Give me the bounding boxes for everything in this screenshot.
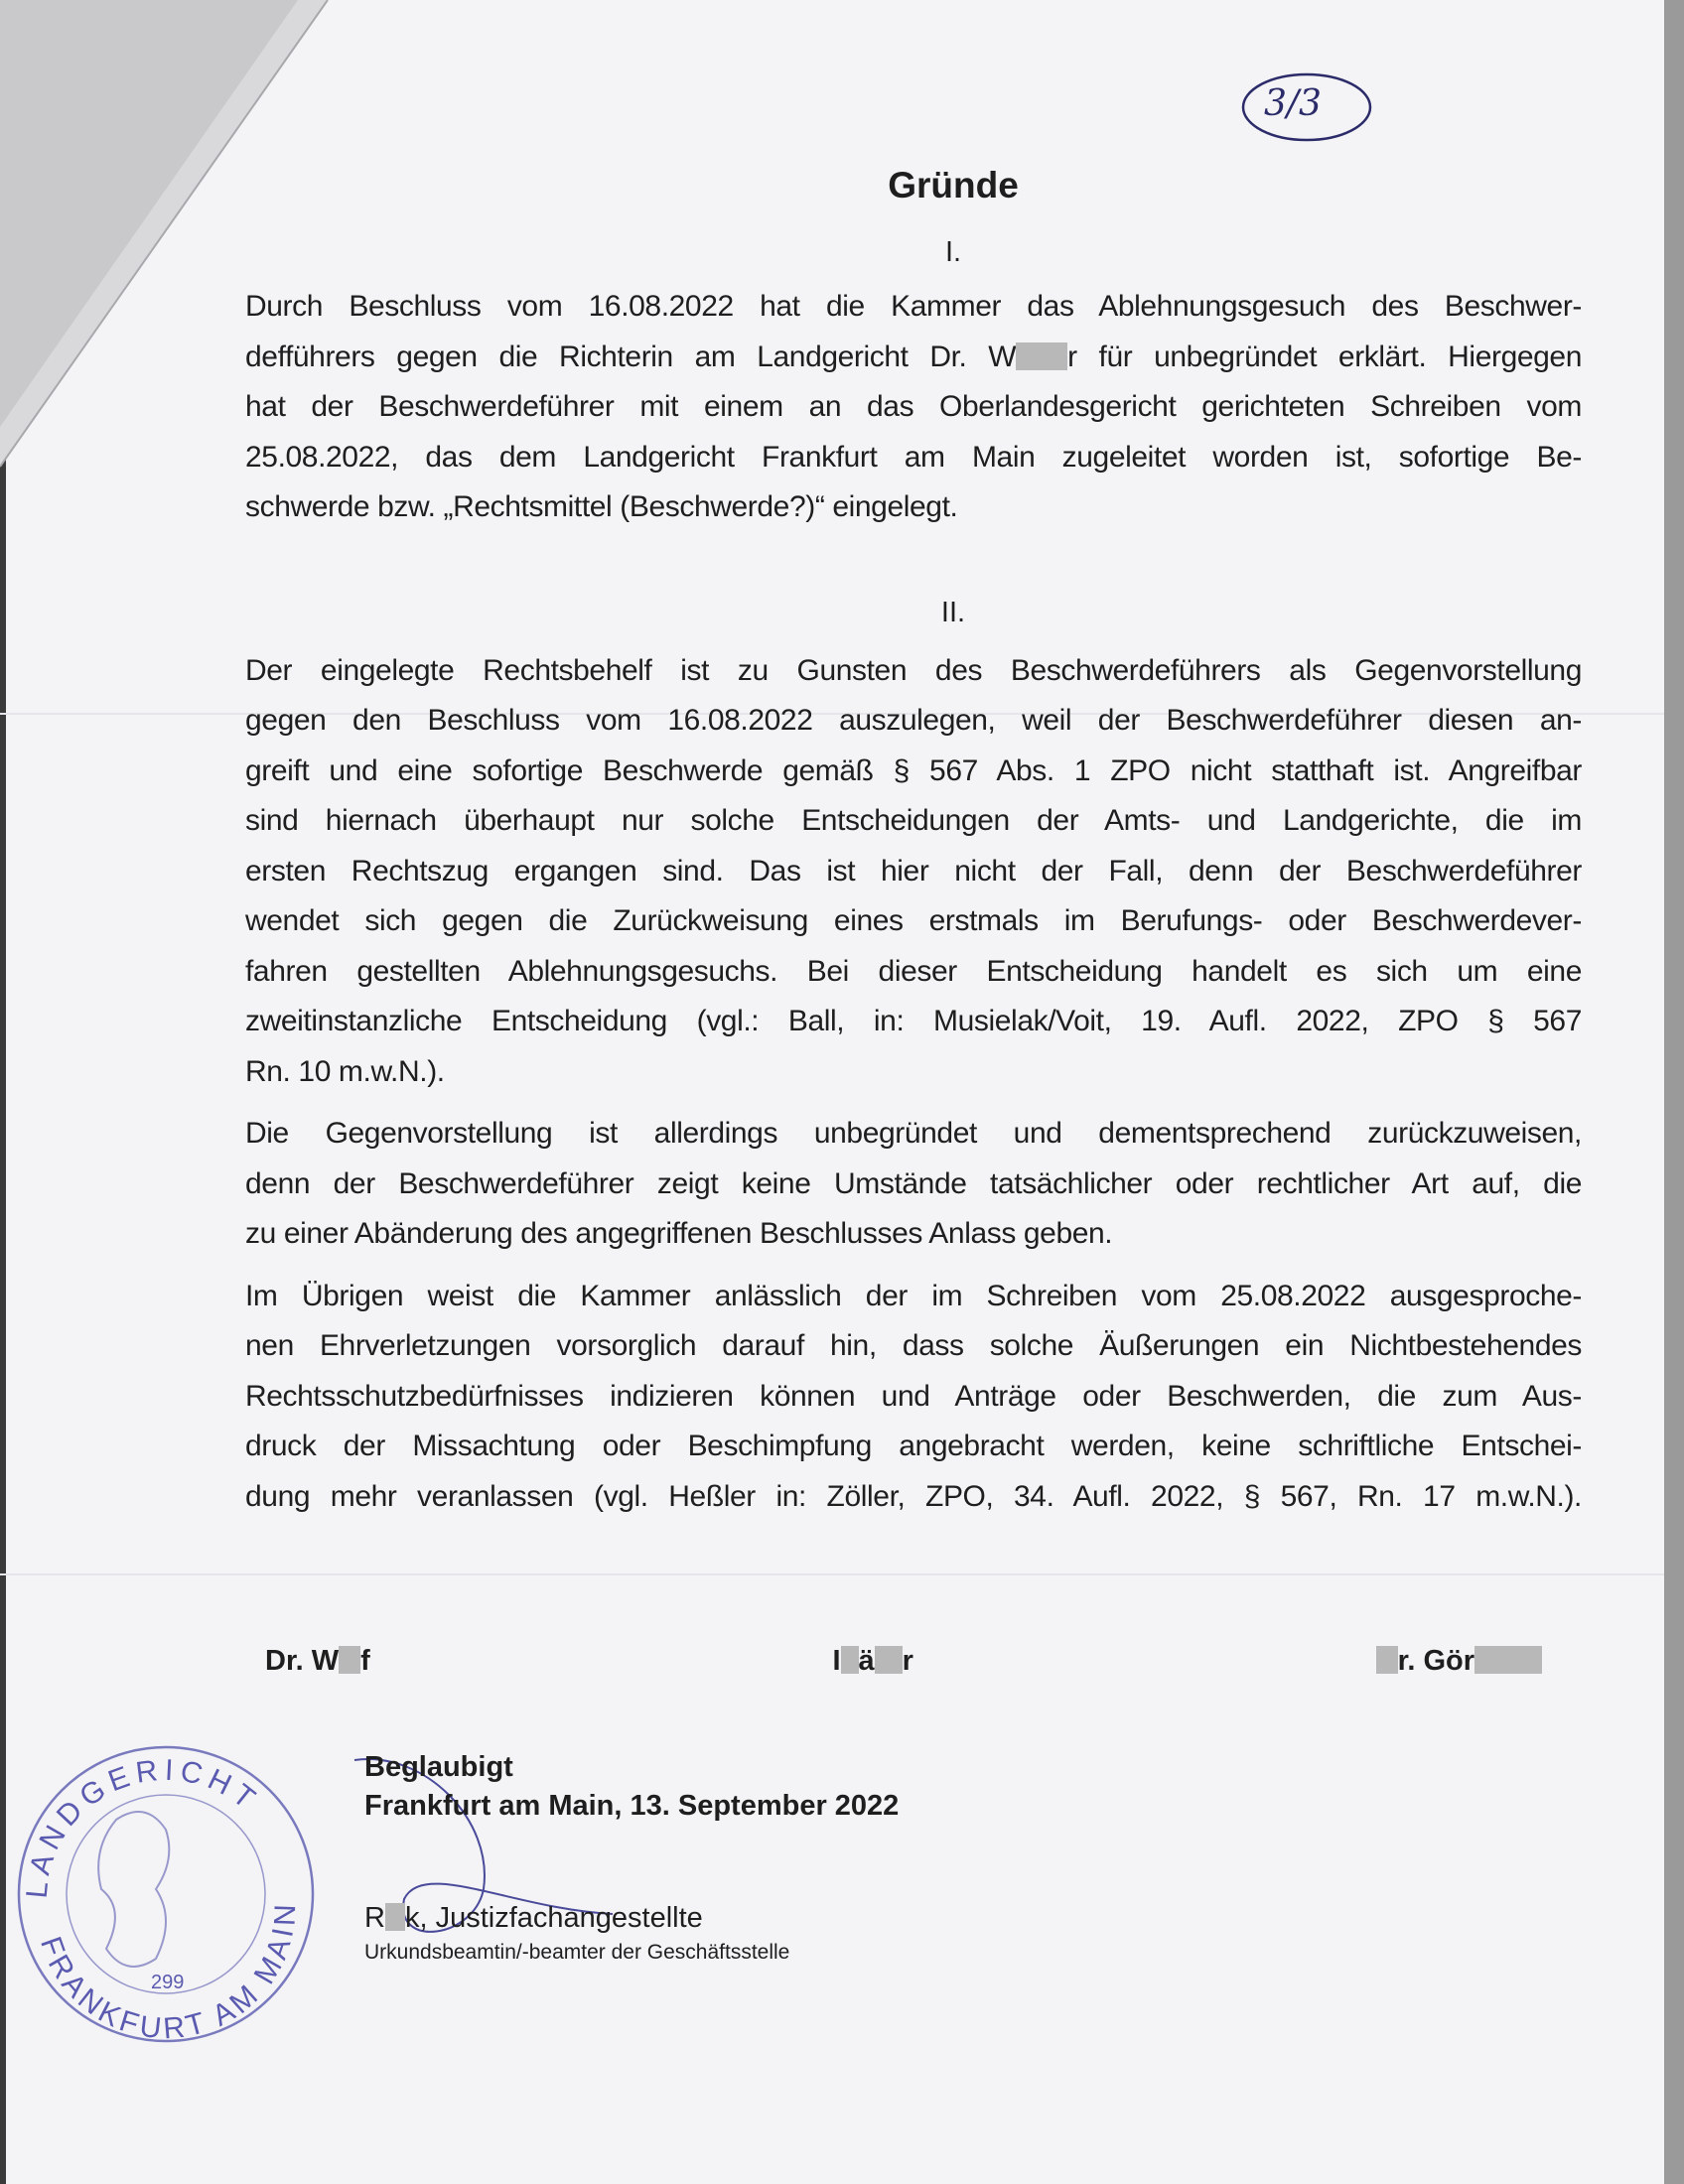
signature-judge-left: Dr. W f: [265, 1645, 370, 1677]
text-line: nen Ehrverletzungen vorsorglich darauf hin, dass solche Äußerungen ein Nichtbestehendes: [245, 1329, 1582, 1362]
redaction: [1474, 1646, 1542, 1674]
clerk-name: R k, Justizfachangestellte: [364, 1902, 703, 1934]
section-number: I.: [944, 236, 962, 268]
certification-block: [20, 1740, 1582, 2046]
certification-label: Beglaubigt: [364, 1751, 513, 1783]
text-line: zu einer Abänderung des angegriffenen Beschlusses Anlass geben.: [245, 1217, 1113, 1250]
paragraph-1: [245, 282, 1582, 533]
svg-text:FRANKFURT AM MAIN: FRANKFURT AM MAIN: [34, 1899, 303, 2046]
text-line: dung mehr veranlassen (vgl. Heßler in: Zöller, ZPO, 34. Aufl. 2022, § 567, Rn. 17 m.w.N.).: [245, 1479, 1582, 1513]
text-line: hat der Beschwerdeführer mit einem an das Oberlandesgericht gerichteten Schreiben vom: [245, 390, 1582, 423]
redaction: [875, 1646, 903, 1674]
text-line: ersten Rechtszug ergangen sind. Das ist hier nicht der Fall, denn der Beschwerdeführer: [245, 854, 1582, 887]
redaction: [339, 1646, 360, 1674]
signature-judge-right: r. Gör: [1376, 1641, 1542, 1681]
text-line: gegen den Beschluss vom 16.08.2022 auszulegen, weil der Beschwerdeführer diesen an-: [245, 704, 1582, 737]
handwritten-page-mark: 3/3: [1239, 69, 1378, 149]
redaction: [1016, 342, 1067, 370]
certification-place-date: Frankfurt am Main, 13. September 2022: [364, 1790, 900, 1822]
redaction: [1376, 1646, 1398, 1674]
text-line: schwerde bzw. „Rechtsmittel (Beschwerde?)“ eingelegt.: [245, 490, 958, 523]
text-line: Im Übrigen weist die Kammer anlässlich der im Schreiben vom 25.08.2022 ausgesproche-: [245, 1279, 1582, 1312]
text-line: Rechtsschutzbedürfnisses indizieren können und Anträge oder Beschwerden, die zum Aus-: [245, 1379, 1582, 1413]
court-seal-stamp: [7, 1740, 325, 2048]
svg-text:299: 299: [151, 1972, 185, 1993]
paragraph-4: [245, 1272, 1582, 1523]
text-line: druck der Missachtung oder Beschimpfung angebracht werden, keine schriftliche Entschei-: [245, 1430, 1582, 1462]
page-title: Gründe: [888, 165, 1019, 205]
text-line: Die Gegenvorstellung ist allerdings unbegründet und dementsprechend zurückzuweisen,: [245, 1117, 1582, 1150]
paragraph-2: [245, 646, 1582, 1098]
document-body: [20, 161, 1582, 2046]
scan-border: [1664, 0, 1684, 2184]
section-number: II.: [940, 596, 966, 628]
redaction: [841, 1646, 859, 1674]
signature-judge-center: I ä r: [832, 1645, 913, 1677]
text-line: defführers gegen die Richterin am Landgericht Dr. W r für unbegründet erklärt. Hiergegen: [245, 340, 1582, 373]
signatures-row: [245, 1641, 1582, 1681]
redaction: [385, 1903, 405, 1931]
text-line: sind hiernach überhaupt nur solche Entscheidungen der Amts- und Landgerichte, die im: [245, 804, 1582, 837]
text-line: Rn. 10 m.w.N.).: [245, 1054, 445, 1088]
paragraph-3: [245, 1109, 1582, 1260]
text-line: Der eingelegte Rechtsbehelf ist zu Gunsten des Beschwerdeführers als Gegenvorstellung: [245, 653, 1582, 687]
text-line: fahren gestellten Ablehnungsgesuchs. Bei dieser Entscheidung handelt es sich um eine: [245, 954, 1582, 988]
text-line: zweitinstanzliche Entscheidung (vgl.: Ball, in: Musielak/Voit, 19. Aufl. 2022, ZPO § 567: [245, 1005, 1582, 1037]
text-line: denn der Beschwerdeführer zeigt keine Umstände tatsächlicher oder rechtlicher Art auf, die: [245, 1166, 1582, 1200]
clerk-role: Urkundsbeamtin/-beamter der Geschäftsstelle: [364, 1941, 790, 1964]
text-line: wendet sich gegen die Zurückweisung eines erstmals im Berufungs- oder Beschwerdever-: [245, 904, 1582, 937]
text-line: Durch Beschluss vom 16.08.2022 hat die Kammer das Ablehnungsgesuch des Beschwer-: [245, 290, 1582, 323]
svg-text:LANDGERICHT: LANDGERICHT: [20, 1753, 266, 1900]
text-line: 25.08.2022, das dem Landgericht Frankfurt am Main zugeleitet worden ist, sofortige Be-: [245, 440, 1582, 474]
text-line: greift und eine sofortige Beschwerde gemäß § 567 Abs. 1 ZPO nicht statthaft ist. Angreifbar: [245, 753, 1582, 787]
